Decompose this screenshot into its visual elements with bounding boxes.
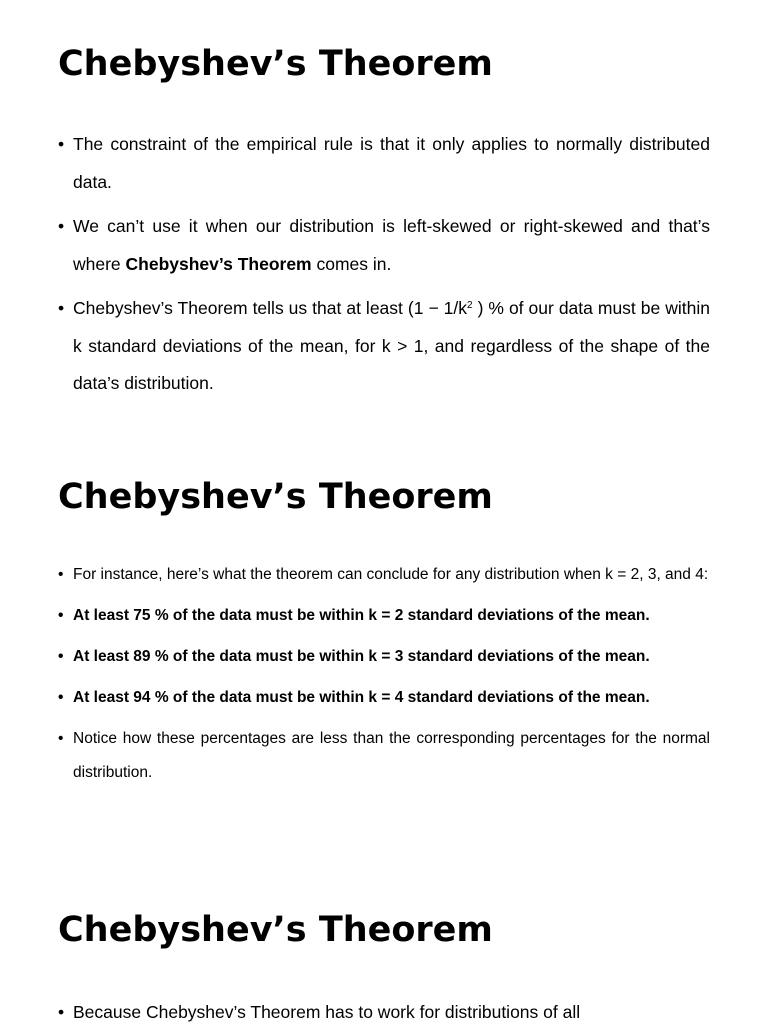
slide-title: Chebyshev’s Theorem [58, 910, 493, 950]
bullet-text: We can’t use it when our distribution is left-skewed or right-skewed and that’s where [73, 216, 710, 274]
bullet-list [58, 126, 710, 410]
bullet-item [58, 681, 710, 715]
superscript: 2 [467, 300, 473, 311]
bullet-item [58, 599, 710, 633]
bullet-list [58, 558, 710, 797]
bullet-text: Chebyshev’s Theorem tells us that at least (1 − 1/k [73, 298, 468, 318]
bullet-item [58, 290, 710, 403]
bullet-text: At least 75 % of the data must be within k = 2 standard deviations of the mean. [73, 607, 650, 624]
bullet-text: At least 89 % of the data must be within k = 3 standard deviations of the mean. [73, 648, 650, 665]
bullet-text: comes in. [311, 253, 392, 274]
bullet-item [58, 208, 710, 283]
bullet-item [58, 640, 710, 674]
slide-3 [58, 910, 710, 1022]
bullet-text: The constraint of the empirical rule is that it only applies to normally distributed data. [73, 134, 710, 192]
bullet-item [58, 994, 710, 1024]
bullet-item [58, 126, 710, 201]
bullet-list [58, 994, 710, 1024]
bullet-text: For instance, here’s what the theorem can conclude for any distribution when k = 2, 3, and 4: [73, 566, 709, 583]
slide-1 [58, 44, 710, 393]
bullet-text: Notice how these percentages are less than the corresponding percentages for the normal distribution. [73, 730, 710, 781]
bullet-text: Because Chebyshev’s Theorem has to work for distributions of all [73, 1002, 581, 1022]
slide-2 [58, 477, 710, 781]
bullet-text: At least 94 % of the data must be within k = 4 standard deviations of the mean. [73, 689, 650, 706]
bullet-item [58, 558, 710, 592]
bullet-text: ) % of our data must be within k standard deviations of the mean, for k > 1, and regardless of the shape of the data’s distribution. [73, 298, 710, 393]
slide-title: Chebyshev’s Theorem [58, 44, 493, 84]
bullet-item [58, 722, 710, 790]
slide-title: Chebyshev’s Theorem [58, 477, 493, 517]
bullet-bold-text: Chebyshev’s Theorem [125, 253, 312, 274]
